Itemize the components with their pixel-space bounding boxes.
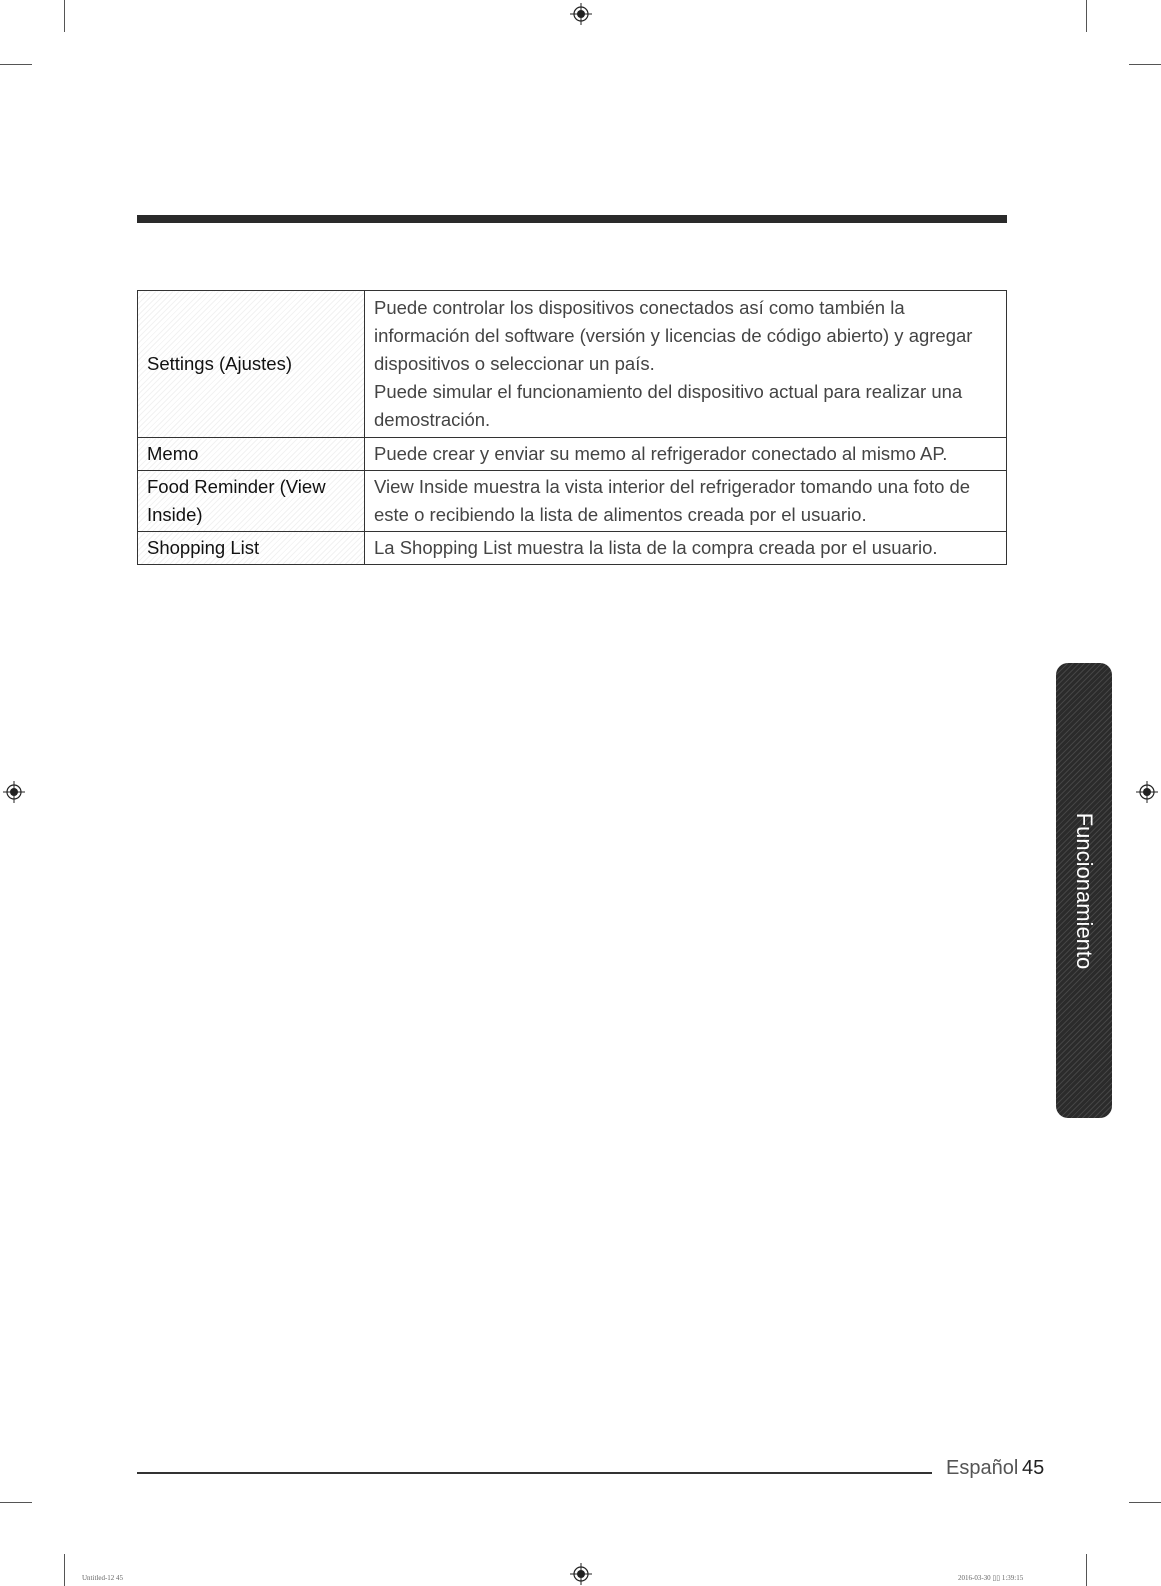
registration-mark-icon — [3, 781, 25, 803]
crop-mark — [1086, 0, 1087, 32]
table-row — [138, 438, 1007, 471]
row-description — [365, 291, 1007, 438]
print-slug-right: 2016-03-30 ▯▯ 1:39:15 — [958, 1574, 1024, 1582]
description-paragraph: Puede simular el funcionamiento del dispositivo actual para realizar una demostración. — [374, 381, 963, 430]
registration-mark-icon — [570, 1563, 592, 1585]
crop-mark — [1129, 1502, 1161, 1503]
registration-mark-icon — [1136, 781, 1158, 803]
table-row — [138, 532, 1007, 565]
footer-language: Español — [946, 1457, 1019, 1479]
row-label: Memo — [138, 438, 365, 471]
features-table — [137, 290, 1007, 565]
page-number: 45 — [1022, 1457, 1045, 1479]
footer-rule — [137, 1472, 932, 1474]
row-label: Settings (Ajustes) — [138, 291, 365, 438]
row-label: Food Reminder (View Inside) — [138, 471, 365, 532]
description-paragraph: La Shopping List muestra la lista de la compra creada por el usuario. — [374, 537, 938, 558]
crop-mark — [1129, 64, 1161, 65]
row-label: Shopping List — [138, 532, 365, 565]
row-description — [365, 438, 1007, 471]
crop-mark — [0, 1502, 32, 1503]
description-paragraph: Puede crear y enviar su memo al refrigerador conectado al mismo AP. — [374, 443, 948, 464]
crop-mark — [64, 0, 65, 32]
row-description — [365, 471, 1007, 532]
crop-mark — [64, 1554, 65, 1586]
registration-mark-icon — [570, 3, 592, 25]
print-slug-left: Untitled-12 45 — [82, 1574, 124, 1582]
row-description — [365, 532, 1007, 565]
table-row — [138, 291, 1007, 438]
description-paragraph: View Inside muestra la vista interior del refrigerador tomando una foto de este o recibiendo la lista de alimentos creada por el usuario. — [374, 476, 971, 525]
description-paragraph: Puede controlar los dispositivos conectados así como también la información del software (versión y licencias de código abierto) y agregar dispositivos o seleccionar un país. — [374, 297, 973, 374]
table-row — [138, 471, 1007, 532]
section-side-tab — [1056, 663, 1112, 1118]
crop-mark — [0, 64, 32, 65]
side-tab-label: Funcionamiento — [1072, 812, 1097, 969]
crop-mark — [1086, 1554, 1087, 1586]
header-rule — [137, 215, 1007, 223]
